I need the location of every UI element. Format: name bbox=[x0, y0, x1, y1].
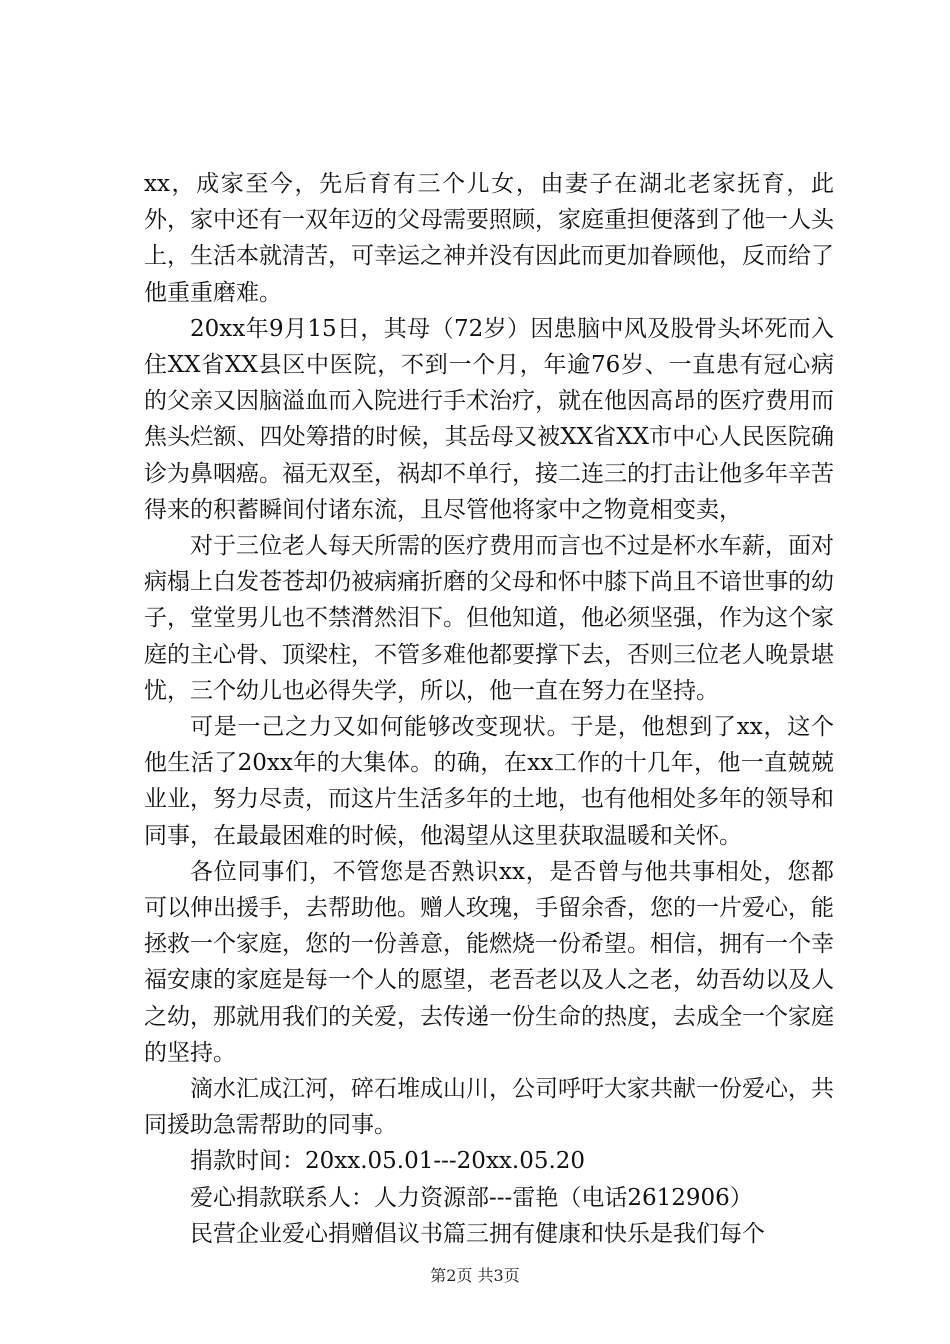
donation-contact: 爱心捐款联系人：人力资源部---雷艳（电话2612906） bbox=[190, 1184, 753, 1211]
paragraph-illness-events: 20xx年9月15日，其母（72岁）因患脑中风及股骨头坏死而入住XX省XX县区中医院，不到一个月，年逾76岁、一直患有冠心病的父亲又因脑溢血而入院进行手术治疗，就在他因高昂的医疗费用而焦头烂额、四处筹措的时候，其岳母又被XX省XX市中心人民医院确诊为鼻咽癌。福无双至，祸却不单行，接二连三的打击让他多年辛苦得来的积蓄瞬间付诸东流，且尽管他将家中之物竟相变卖， bbox=[144, 315, 834, 523]
paragraph-family-situation: xx，成家至今，先后育有三个儿女，由妻子在湖北老家抚育，此外，家中还有一双年迈的父母需要照顾，家庭重担便落到了他一人头上，生活本就清苦，可幸运之神并没有因此而更加眷顾他，反而给了他重重磨难。 bbox=[144, 171, 834, 306]
paragraph-hardship: 对于三位老人每天所需的医疗费用而言也不过是杯水车薪，面对病榻上白发苍苍却仍被病痛折磨的父母和怀中膝下尚且不谙世事的幼子，堂堂男儿也不禁潸然泪下。但他知道，他必须坚强，作为这个家庭的主心骨、顶梁柱，不管多难他都要撑下去，否则三位老人晚景堪忧，三个幼儿也必得失学，所以，他一直在努力在坚持。 bbox=[144, 533, 834, 704]
document-body bbox=[144, 166, 834, 1252]
paragraph-appeal: 各位同事们，不管您是否熟识xx，是否曾与他共事相处，您都可以伸出援手，去帮助他。赠人玫瑰，手留余香，您的一片爱心，能拯救一个家庭，您的一份善意，能燃烧一份希望。相信，拥有一个幸福安康的家庭是每一个人的愿望，老吾老以及人之老，幼吾幼以及人之幼，那就用我们的关爱，去传递一份生命的热度，去成全一个家庭的坚持。 bbox=[144, 858, 834, 1066]
paragraph-call-to-action: 滴水汇成江河，碎石堆成山川，公司呼吁大家共献一份爱心，共同援助急需帮助的同事。 bbox=[144, 1076, 834, 1139]
donation-period: 捐款时间：20xx.05.01---20xx.05.20 bbox=[190, 1148, 586, 1175]
page-footer: 第2页 共3页 bbox=[430, 1266, 520, 1285]
paragraph-next-section: 民营企业爱心捐赠倡议书篇三拥有健康和快乐是我们每个 bbox=[190, 1220, 765, 1247]
paragraph-seek-help: 可是一己之力又如何能够改变现状。于是，他想到了xx，这个他生活了20xx年的大集体。的确，在xx工作的十几年，他一直兢兢业业，努力尽责，而这片生活多年的土地，也有他相处多年的领导和同事，在最最困难的时候，他渴望从这里获取温暖和关怀。 bbox=[144, 714, 834, 849]
